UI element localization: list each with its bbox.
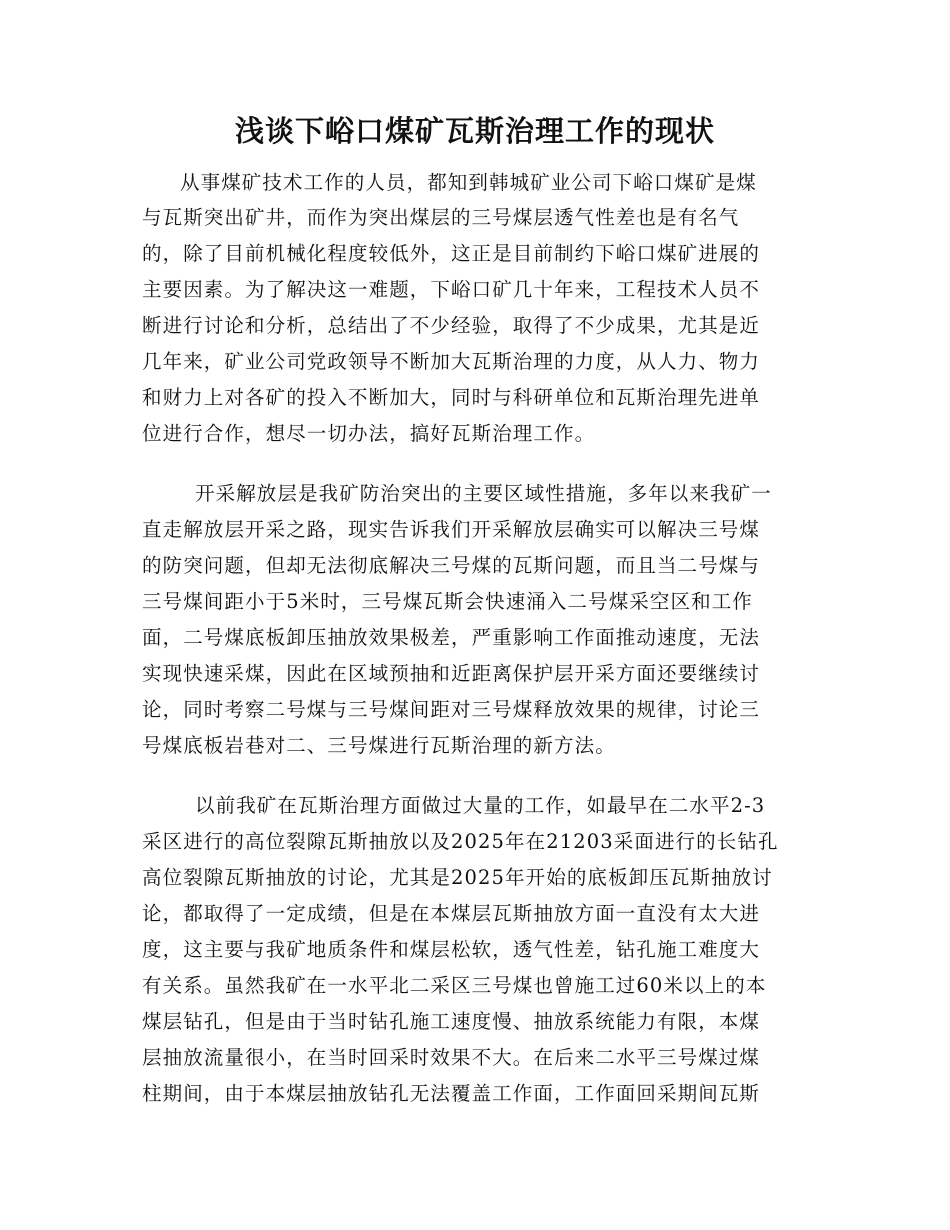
paragraph-1-line-6: 几年来，矿业公司党政领导不断加大瓦斯治理的力度，从人力、物力: [142, 350, 761, 373]
paragraph-2-line-8: 号煤底板岩巷对二、三号煤进行瓦斯治理的新方法。: [142, 734, 616, 757]
paragraph-3-line-8: 层抽放流量很小，在当时回采时效果不大。在后来二水平三号煤过煤: [142, 1046, 761, 1069]
paragraph-1-line-7: 和财力上对各矿的投入不断加大，同时与科研单位和瓦斯治理先进单: [142, 386, 761, 409]
paragraph-1-line-5: 断进行讨论和分析，总结出了不少经验，取得了不少成果，尤其是近: [142, 314, 761, 337]
paragraph-2-line-4: 三号煤间距小于5米时，三号煤瓦斯会快速涌入二号煤采空区和工作: [142, 590, 753, 613]
paragraph-3-line-6: 有关系。虽然我矿在一水平北二采区三号煤也曾施工过60米以上的本: [142, 974, 767, 997]
paragraph-1-line-2: 与瓦斯突出矿井，而作为突出煤层的三号煤层透气性差也是有名气: [142, 206, 740, 229]
paragraph-2-line-1: 开采解放层是我矿防治突出的主要区域性措施，多年以来我矿一: [195, 482, 772, 505]
paragraph-3-line-4: 论，都取得了一定成绩，但是在本煤层瓦斯抽放方面一直没有太大进: [142, 902, 761, 925]
paragraph-1-line-8: 位进行合作，想尽一切办法，搞好瓦斯治理工作。: [142, 422, 596, 445]
paragraph-1-line-3: 的，除了目前机械化程度较低外，这正是目前制约下峪口煤矿进展的: [142, 242, 761, 265]
paragraph-2-line-5: 面，二号煤底板卸压抽放效果极差，严重影响工作面推动速度，无法: [142, 626, 761, 649]
paragraph-3-line-9: 柱期间，由于本煤层抽放钻孔无法覆盖工作面，工作面回采期间瓦斯: [142, 1082, 761, 1105]
paragraph-2-line-6: 实现快速采煤，因此在区域预抽和近距离保护层开采方面还要继续讨: [142, 662, 761, 685]
paragraph-3-line-7: 煤层钻孔，但是由于当时钻孔施工速度慢、抽放系统能力有限，本煤: [142, 1010, 761, 1033]
paragraph-3-line-5: 度，这主要与我矿地质条件和煤层松软，透气性差，钻孔施工难度大: [142, 938, 761, 961]
paragraph-2-line-7: 论，同时考察二号煤与三号煤间距对三号煤释放效果的规律，讨论三: [142, 698, 761, 721]
paragraph-3-line-3: 高位裂隙瓦斯抽放的讨论，尤其是2025年开始的底板卸压瓦斯抽放讨: [142, 866, 773, 889]
paragraph-1-line-4: 主要因素。为了解决这一难题，下峪口矿几十年来，工程技术人员不: [142, 278, 761, 301]
paragraph-3-line-2: 采区进行的高位裂隙瓦斯抽放以及2025年在21203采面进行的长钻孔: [142, 830, 779, 853]
paragraph-1-line-1: 从事煤矿技术工作的人员，都知到韩城矿业公司下峪口煤矿是煤: [180, 171, 757, 194]
document-title: 浅谈下峪口煤矿瓦斯治理工作的现状: [234, 114, 715, 148]
paragraph-2-line-2: 直走解放层开采之路，现实告诉我们开采解放层确实可以解决三号煤: [142, 518, 761, 541]
paragraph-2-line-3: 的防突问题，但却无法彻底解决三号煤的瓦斯问题，而且当二号煤与: [142, 554, 761, 577]
paragraph-3-line-1: 以前我矿在瓦斯治理方面做过大量的工作，如最早在二水平2-3: [195, 794, 766, 817]
